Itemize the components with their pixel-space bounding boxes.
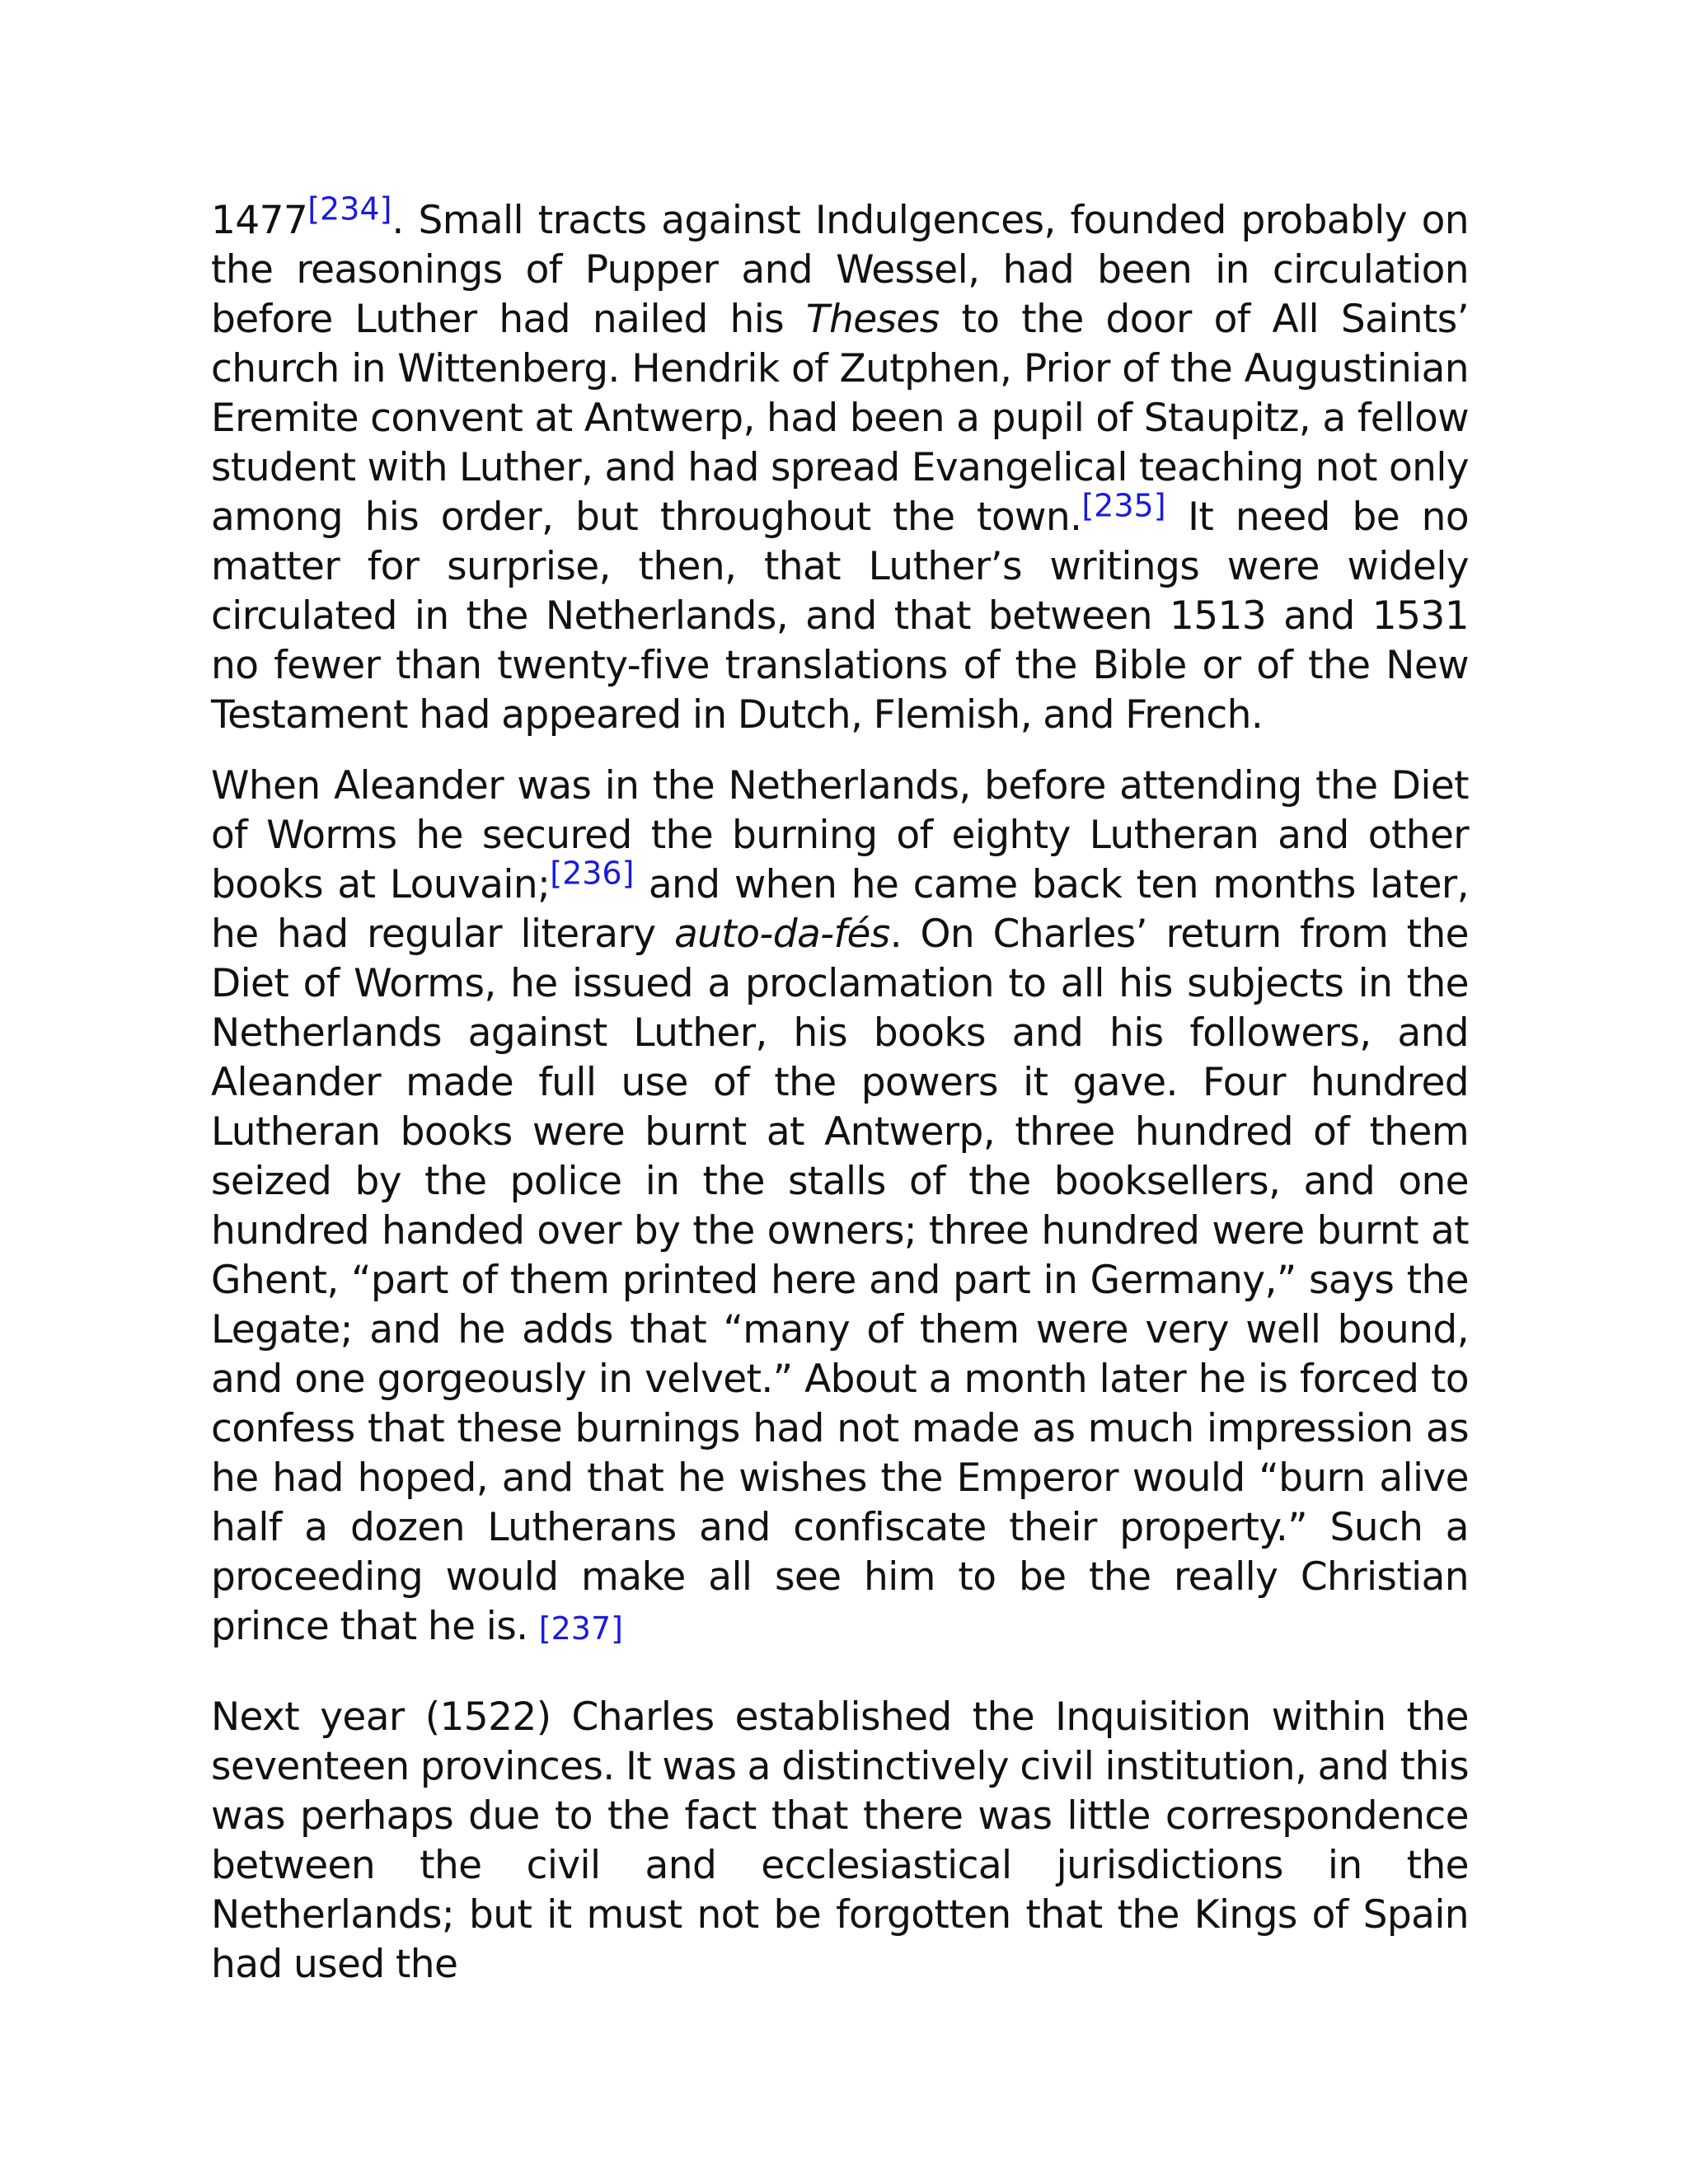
document-page bbox=[211, 190, 1469, 2011]
text-run: Next year (1522) Charles established the Inquisition within the seventeen provinces. It was a distinctively civil institution, and this was perhaps due to the fact that there was little correspondence between the civil and ecclesiastical jurisdictions in the Netherlands; but it must not be forgotten that the Kings of Spain had used the bbox=[211, 1694, 1469, 1987]
paragraph-3 bbox=[211, 1693, 1469, 1990]
italic-term-auto-da-fes: auto-da-fés bbox=[673, 912, 890, 957]
footnote-link-237[interactable]: [237] bbox=[538, 1610, 623, 1647]
text-run: 1477 bbox=[211, 198, 308, 243]
text-run: . Small tracts against Indulgences, founded probably on the reasonings of Pupper and Wessel, had been in circulation before Luther had nailed his bbox=[211, 198, 1469, 342]
italic-title-theses: Theses bbox=[805, 297, 940, 342]
footnote-link-236[interactable]: [236] bbox=[550, 855, 635, 892]
text-run: to the door of All Saints’ church in Wittenberg. Hendrik of Zutphen, Prior of the Augustinian Eremite convent at Antwerp, had been a pupil of Staupitz, a fellow student with Luther, and had spread Evangelical teaching not only among his order, but throughout the town. bbox=[211, 297, 1469, 540]
footnote-link-235[interactable]: [235] bbox=[1081, 487, 1166, 524]
footnote-link-234[interactable]: [234] bbox=[307, 190, 392, 227]
paragraph-2 bbox=[211, 762, 1469, 1653]
text-run: When Aleander was in the Netherlands, before attending the Diet of Worms he secured the burning of eighty Lutheran and other books at Louvain; bbox=[211, 763, 1469, 907]
text-run: . On Charles’ return from the Diet of Worms, he issued a proclamation to all his subjects in the Netherlands against Luther, his books and his followers, and Aleander made full use of the powers it gave. Four hundred Lutheran books were burnt at Antwerp, three hundred of them seized by the police in the stalls of the booksellers, and one hundred handed over by the owners; three hundred were burnt at Ghent, “part of them printed here and part in Germany,” says the Legate; and he adds that “many of them were very well bound, and one gorgeously in velvet.” About a month later he is forced to confess that these burnings had not made as much impression as he had hoped, and that he wishes the Emperor would “burn alive half a dozen Lutherans and confiscate their property.” Such a proceeding would make all see him to be the really Christian prince that he is. bbox=[211, 912, 1469, 1649]
paragraph-1 bbox=[211, 190, 1469, 740]
text-run: It need be no matter for surprise, then, that Luther’s writings were widely circulated in the Netherlands, and that between 1513 and 1531 no fewer than twenty-five translations of the Bible or of the New Testament had appeared in Dutch, Flemish, and French. bbox=[211, 494, 1469, 738]
text-run: and when he came back ten months later, he had regular literary bbox=[211, 862, 1469, 957]
